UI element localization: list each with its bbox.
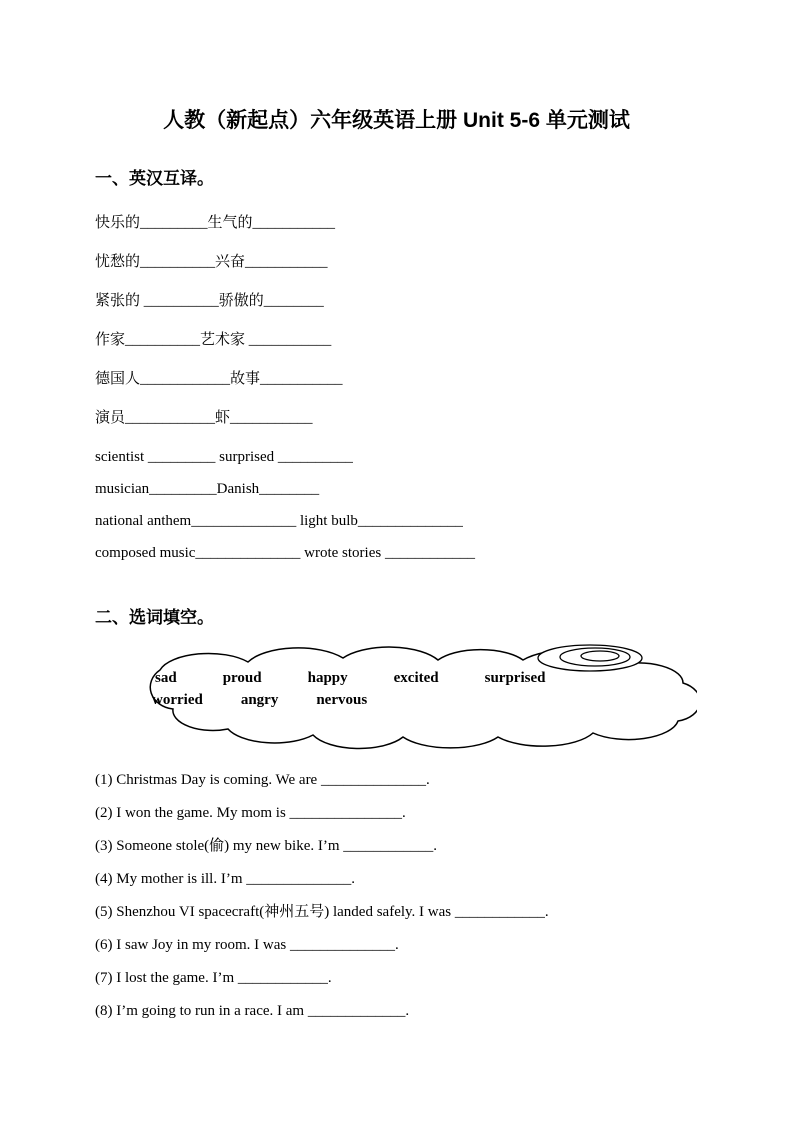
translation-line: 忧愁的__________兴奋___________ [95, 254, 328, 270]
fill-blank-item: (4) My mother is ill. I’m ______________. [95, 871, 355, 887]
word-bank-row-1 [155, 671, 545, 686]
word-bank-word: angry [240, 692, 279, 708]
word-bank-word: sad [155, 670, 177, 686]
translation-line: 作家__________艺术家 ___________ [95, 332, 332, 348]
page-title: 人教（新起点）六年级英语上册 Unit 5-6 单元测试 [163, 109, 630, 132]
translation-line: composed music______________ wrote stories ____________ [95, 545, 475, 561]
word-bank-row-2 [152, 693, 367, 708]
translation-lines [95, 215, 793, 561]
translation-line: musician_________Danish________ [95, 481, 320, 497]
word-bank-word: worried [152, 692, 203, 708]
fill-blank-item: (3) Someone stole(偷) my new bike. I’m ____________. [95, 838, 438, 854]
fill-blank-item: (1) Christmas Day is coming. We are ______________. [95, 772, 430, 788]
translation-line: 演员____________虾___________ [95, 410, 313, 426]
fill-blank-item: (6) I saw Joy in my room. I was ______________. [95, 937, 399, 953]
translation-line: national anthem______________ light bulb______________ [95, 513, 463, 529]
word-bank-word: nervous [316, 692, 368, 708]
word-bank-word: happy [307, 670, 348, 686]
word-bank-word: proud [222, 670, 262, 686]
translation-line: scientist _________ surprised __________ [95, 449, 353, 465]
fill-blank-item: (7) I lost the game. I’m ____________. [95, 970, 332, 986]
section2-heading: 二、选词填空。 [95, 608, 214, 627]
translation-line: 德国人____________故事___________ [95, 371, 343, 387]
fill-blank-item: (5) Shenzhou VI spacecraft(神州五号) landed safely. I was ____________. [95, 904, 549, 920]
translation-line: 紧张的 __________骄傲的________ [95, 293, 324, 309]
word-bank-word: surprised [484, 670, 546, 686]
fill-blank-item: (2) I won the game. My mom is _______________. [95, 805, 406, 821]
fill-blank-items [95, 772, 793, 1019]
word-bank-cloud [65, 640, 697, 758]
word-bank-word: excited [393, 670, 439, 686]
section1-heading: 一、英汉互译。 [95, 169, 214, 188]
translation-line: 快乐的_________生气的___________ [95, 215, 336, 231]
fill-blank-item: (8) I’m going to run in a race. I am _____________. [95, 1003, 410, 1019]
